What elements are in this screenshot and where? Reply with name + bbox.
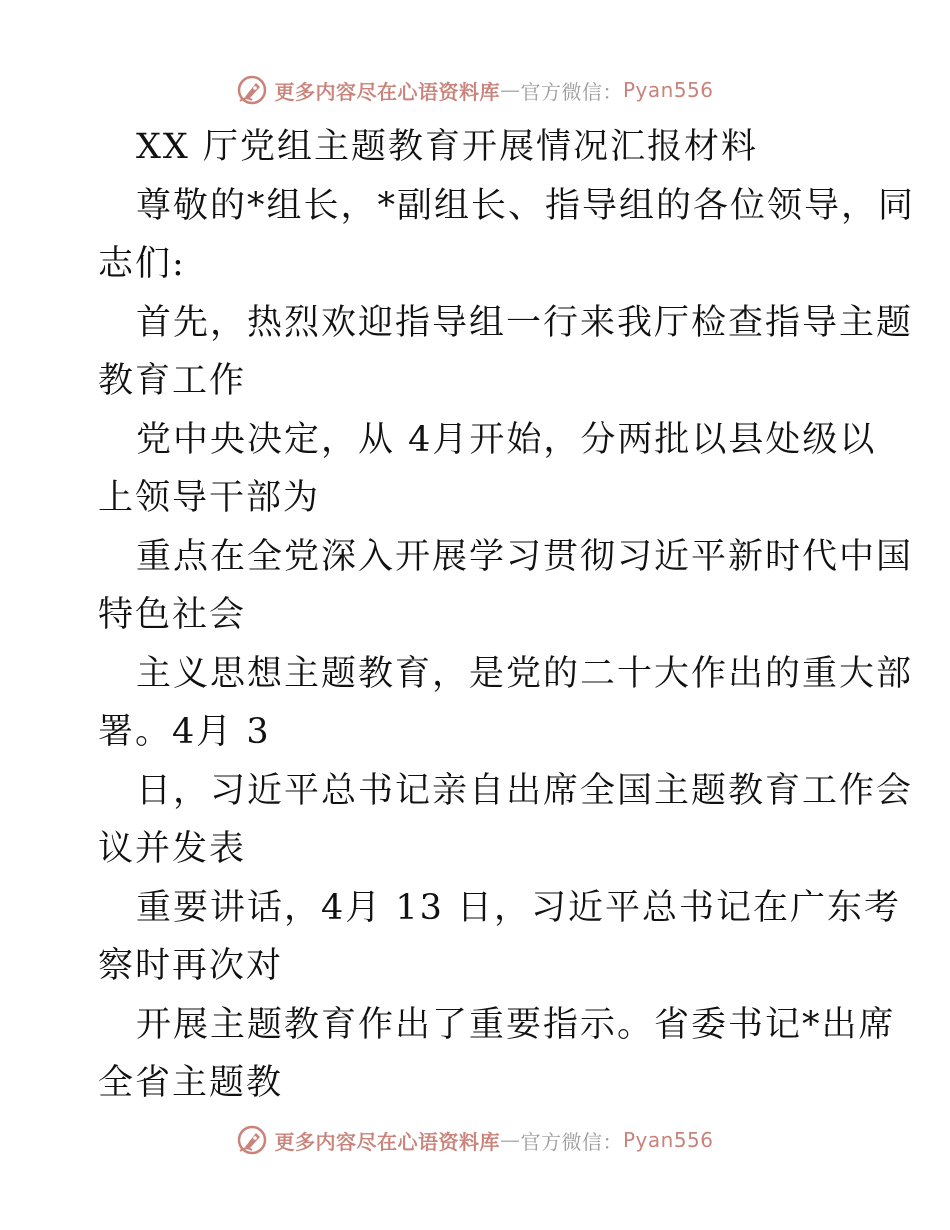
document-line: 主义思想主题教育，是党的二十大作出的重大部 <box>136 653 914 694</box>
document-line: XX 厅党组主题教育开展情况汇报材料 <box>136 127 758 167</box>
document-line: 党中央决定，从 4月开始，分两批以县处级以 <box>136 419 877 460</box>
pen-nib-circle-icon <box>236 74 268 106</box>
document-line: 署。4月 3 <box>98 712 271 752</box>
watermark-main-text: 更多内容尽在心语资料库 <box>274 79 500 104</box>
document-line: 志们: <box>98 244 186 284</box>
document-line: 开展主题教育作出了重要指示。省委书记*出席 <box>136 1004 896 1045</box>
watermark-dash: — <box>499 78 521 102</box>
document-line: 日，习近平总书记亲自出席全国主题教育工作会 <box>136 770 914 811</box>
document-line: 上领导干部为 <box>98 478 321 518</box>
watermark-account: Pyan556 <box>622 78 714 102</box>
document-line: 重点在全党深入开展学习贯彻习近平新时代中国 <box>136 536 914 577</box>
document-body <box>98 118 916 1113</box>
document-line: 全省主题教 <box>98 1063 284 1103</box>
watermark-account: Pyan556 <box>622 1128 714 1152</box>
document-line: 议并发表 <box>98 829 247 869</box>
watermark-sub-text: 官方微信： <box>520 79 623 104</box>
header-watermark <box>0 70 950 110</box>
document-line: 尊敬的*组长，*副组长、指导组的各位领导，同 <box>136 185 916 226</box>
pen-nib-circle-icon <box>236 1124 268 1156</box>
document-line: 教育工作 <box>98 361 247 401</box>
watermark-main-text: 更多内容尽在心语资料库 <box>274 1129 500 1154</box>
footer-watermark <box>0 1120 950 1160</box>
document-line: 首先，热烈欢迎指导组一行来我厅检查指导主题 <box>136 302 914 343</box>
document-line: 察时再次对 <box>98 946 284 986</box>
document-line: 重要讲话，4月 13 日，习近平总书记在广东考 <box>136 887 902 928</box>
watermark-sub-text: 官方微信： <box>520 1129 623 1154</box>
watermark-dash: — <box>499 1128 521 1152</box>
document-line: 特色社会 <box>98 595 247 635</box>
